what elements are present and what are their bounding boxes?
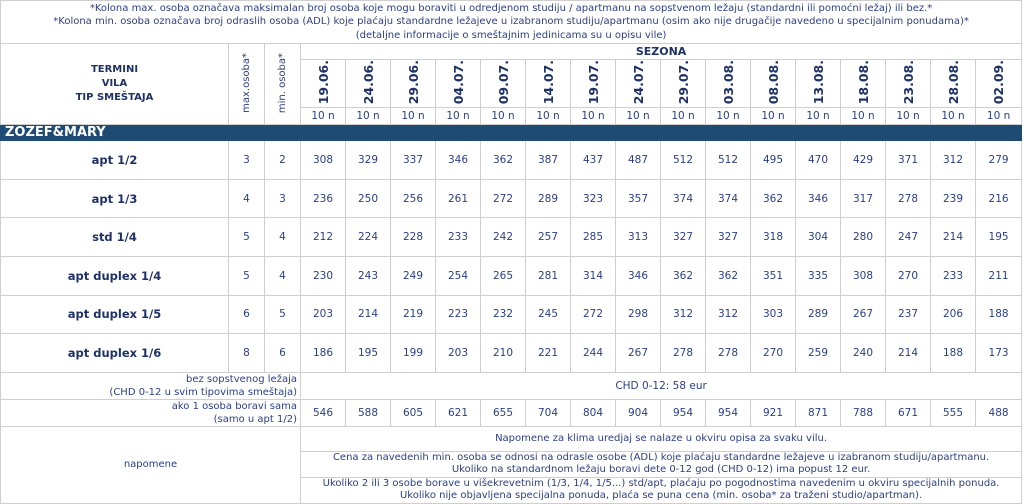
chd-label — [1, 372, 301, 399]
price-cell: 308 — [301, 141, 346, 180]
price-cell: 671 — [886, 399, 931, 426]
price-cell: 280 — [841, 218, 886, 257]
date-label: 28.08. — [945, 60, 961, 105]
note-details: (detaljne informacije o smeštajnim jedinicama su u opisu vile) — [355, 29, 667, 41]
min-osoba-header — [265, 44, 301, 125]
min-osoba-value: 5 — [265, 295, 301, 334]
nights-cell: 10 n — [391, 108, 436, 125]
max-osoba-value: 6 — [229, 295, 265, 334]
price-cell: 313 — [616, 218, 661, 257]
price-cell: 605 — [391, 399, 436, 426]
price-cell: 312 — [661, 295, 706, 334]
date-header — [616, 60, 661, 108]
date-label: 14.07. — [540, 60, 556, 105]
price-cell: 387 — [526, 141, 571, 180]
date-header — [751, 60, 796, 108]
price-cell: 335 — [796, 257, 841, 296]
termini-label: TERMINI — [90, 64, 139, 76]
price-cell: 318 — [751, 218, 796, 257]
price-cell: 219 — [391, 295, 436, 334]
price-cell: 429 — [841, 141, 886, 180]
price-cell: 954 — [706, 399, 751, 426]
price-cell: 257 — [526, 218, 571, 257]
max-osoba-value: 5 — [229, 257, 265, 296]
price-cell: 239 — [931, 179, 976, 218]
price-cell: 188 — [931, 334, 976, 373]
date-header — [346, 60, 391, 108]
chd-row — [1, 372, 1022, 399]
price-cell: 314 — [571, 257, 616, 296]
price-cell: 244 — [571, 334, 616, 373]
note-line: Ukoliko nije objavljena specijalna ponuda, plaća se puna cena (min. osoba* za traženi studio/apartman). — [399, 490, 923, 502]
price-cell: 304 — [796, 218, 841, 257]
price-cell: 272 — [571, 295, 616, 334]
price-cell: 374 — [661, 179, 706, 218]
price-cell: 214 — [346, 295, 391, 334]
price-cell: 228 — [391, 218, 436, 257]
date-header — [976, 60, 1022, 108]
price-cell: 655 — [481, 399, 526, 426]
room-type: apt 1/3 — [1, 179, 229, 218]
price-cell: 346 — [616, 257, 661, 296]
price-cell: 230 — [301, 257, 346, 296]
villa-name-band: ZOZEF&MARY — [1, 125, 1022, 141]
price-cell: 272 — [481, 179, 526, 218]
room-type: apt duplex 1/6 — [1, 334, 229, 373]
date-label: 29.07. — [675, 60, 691, 105]
price-cell: 247 — [886, 218, 931, 257]
date-header — [886, 60, 931, 108]
price-cell: 289 — [796, 295, 841, 334]
price-cell: 487 — [616, 141, 661, 180]
price-cell: 437 — [571, 141, 616, 180]
price-cell: 256 — [391, 179, 436, 218]
price-cell: 512 — [661, 141, 706, 180]
price-cell: 281 — [526, 257, 571, 296]
date-label: 09.07. — [495, 60, 511, 105]
room-type: apt duplex 1/5 — [1, 295, 229, 334]
date-header — [706, 60, 751, 108]
date-header — [391, 60, 436, 108]
nights-cell: 10 n — [346, 108, 391, 125]
price-cell: 186 — [301, 334, 346, 373]
date-label: 04.07. — [450, 60, 466, 105]
price-cell: 199 — [391, 334, 436, 373]
min-osoba-label: min. osoba* — [277, 52, 288, 113]
note-line: Cena za navedenih min. osoba se odnosi na odrasle osobe (ADL) koje plaćaju standardne ležajeve u izabranom studiju/apartmanu. — [332, 451, 990, 463]
max-osoba-value: 8 — [229, 334, 265, 373]
nights-cell: 10 n — [976, 108, 1022, 125]
price-cell: 214 — [886, 334, 931, 373]
price-cell: 278 — [886, 179, 931, 218]
price-cell: 488 — [976, 399, 1022, 426]
nights-cell: 10 n — [571, 108, 616, 125]
price-cell: 240 — [841, 334, 886, 373]
price-cell: 236 — [301, 179, 346, 218]
note-line: Napomene za klima uredjaj se nalaze u okviru opisa za svaku vilu. — [301, 426, 1022, 451]
price-cell: 374 — [706, 179, 751, 218]
date-label: 19.06. — [315, 60, 331, 105]
price-cell: 323 — [571, 179, 616, 218]
price-cell: 233 — [931, 257, 976, 296]
price-cell: 243 — [346, 257, 391, 296]
price-cell: 203 — [436, 334, 481, 373]
vila-label: VILA — [101, 78, 128, 90]
room-type: std 1/4 — [1, 218, 229, 257]
price-cell: 278 — [661, 334, 706, 373]
price-cell: 804 — [571, 399, 616, 426]
price-cell: 312 — [706, 295, 751, 334]
price-cell: 278 — [706, 334, 751, 373]
date-header — [436, 60, 481, 108]
min-osoba-value: 4 — [265, 218, 301, 257]
date-label: 02.09. — [991, 60, 1007, 105]
date-label: 23.08. — [900, 60, 916, 105]
price-cell: 546 — [301, 399, 346, 426]
min-osoba-value: 2 — [265, 141, 301, 180]
price-cell: 954 — [661, 399, 706, 426]
price-cell: 362 — [481, 141, 526, 180]
nights-cell: 10 n — [616, 108, 661, 125]
price-cell: 210 — [481, 334, 526, 373]
price-cell: 212 — [301, 218, 346, 257]
date-header — [841, 60, 886, 108]
price-cell: 621 — [436, 399, 481, 426]
price-cell: 221 — [526, 334, 571, 373]
note-line: Ukoliko na standardnom ležaju boravi dete 0-12 god (CHD 0-12) ima popust 12 eur. — [451, 464, 871, 476]
nights-cell: 10 n — [661, 108, 706, 125]
nights-cell: 10 n — [526, 108, 571, 125]
price-cell: 173 — [976, 334, 1022, 373]
notes-label: napomene — [1, 426, 301, 503]
price-cell: 362 — [751, 179, 796, 218]
max-osoba-value: 5 — [229, 218, 265, 257]
nights-cell: 10 n — [706, 108, 751, 125]
price-cell: 237 — [886, 295, 931, 334]
nights-cell: 10 n — [841, 108, 886, 125]
date-label: 29.06. — [405, 60, 421, 105]
date-header — [526, 60, 571, 108]
price-cell: 362 — [661, 257, 706, 296]
note-block — [301, 451, 1022, 477]
price-cell: 337 — [391, 141, 436, 180]
min-osoba-value: 4 — [265, 257, 301, 296]
single-label-line-2: (samo u apt 1/2) — [213, 413, 297, 425]
table-row — [1, 218, 1022, 257]
price-cell: 233 — [436, 218, 481, 257]
table-row — [1, 141, 1022, 180]
room-type: apt 1/2 — [1, 141, 229, 180]
price-cell: 921 — [751, 399, 796, 426]
price-cell: 265 — [481, 257, 526, 296]
price-cell: 223 — [436, 295, 481, 334]
min-osoba-value: 3 — [265, 179, 301, 218]
price-cell: 289 — [526, 179, 571, 218]
chd-value: CHD 0-12: 58 eur — [301, 372, 1022, 399]
nights-cell: 10 n — [301, 108, 346, 125]
table-row — [1, 257, 1022, 296]
max-osoba-value: 4 — [229, 179, 265, 218]
price-cell: 704 — [526, 399, 571, 426]
price-cell: 512 — [706, 141, 751, 180]
price-cell: 188 — [976, 295, 1022, 334]
date-label: 19.07. — [585, 60, 601, 105]
date-label: 03.08. — [720, 60, 736, 105]
price-cell: 588 — [346, 399, 391, 426]
max-osoba-header — [229, 44, 265, 125]
single-occupancy-row — [1, 399, 1022, 426]
table-row — [1, 179, 1022, 218]
date-header — [931, 60, 976, 108]
price-cell: 346 — [436, 141, 481, 180]
max-osoba-label: max.osoba* — [241, 52, 252, 113]
price-cell: 224 — [346, 218, 391, 257]
nights-cell: 10 n — [796, 108, 841, 125]
price-cell: 270 — [751, 334, 796, 373]
price-cell: 270 — [886, 257, 931, 296]
note-min-osoba: *Kolona min. osoba označava broj odraslih osoba (ADL) koje plaćaju standardne ležajeve u izabranom studiju/apartmanu (osim ako nije drugačije navedeno u specijalnim ponudama)* — [53, 16, 969, 28]
price-cell: 351 — [751, 257, 796, 296]
date-header — [301, 60, 346, 108]
single-occupancy-label — [1, 399, 301, 426]
nights-cell: 10 n — [481, 108, 526, 125]
price-cell: 495 — [751, 141, 796, 180]
price-cell: 788 — [841, 399, 886, 426]
date-label: 08.08. — [765, 60, 781, 105]
room-type: apt duplex 1/4 — [1, 257, 229, 296]
price-cell: 261 — [436, 179, 481, 218]
price-cell: 279 — [976, 141, 1022, 180]
price-cell: 346 — [796, 179, 841, 218]
date-header — [481, 60, 526, 108]
price-cell: 214 — [931, 218, 976, 257]
nights-cell: 10 n — [886, 108, 931, 125]
price-cell: 312 — [931, 141, 976, 180]
price-cell: 267 — [616, 334, 661, 373]
table-row — [1, 295, 1022, 334]
date-header — [661, 60, 706, 108]
note-line: Ukoliko 2 ili 3 osobe borave u višekrevetnim (1/3, 1/4, 1/5...) std/apt, plaćaju po pogodnostima navedenim u okviru specijalnih ponuda. — [322, 477, 1000, 489]
price-cell: 195 — [346, 334, 391, 373]
price-cell: 203 — [301, 295, 346, 334]
note-max-osoba: *Kolona max. osoba označava maksimalan broj osoba koje mogu boraviti u odredjenom studiju / apartmanu na sopstvenom ležaju (standardni ili pomoćni ležaj) ili bez.* — [89, 2, 933, 14]
price-cell: 871 — [796, 399, 841, 426]
price-cell: 357 — [616, 179, 661, 218]
price-cell: 317 — [841, 179, 886, 218]
price-cell: 206 — [931, 295, 976, 334]
price-cell: 308 — [841, 257, 886, 296]
chd-label-line-1: bez sopstvenog ležaja — [185, 373, 297, 385]
termini-header — [1, 44, 229, 125]
date-label: 24.06. — [360, 60, 376, 105]
price-cell: 259 — [796, 334, 841, 373]
nights-cell: 10 n — [436, 108, 481, 125]
price-cell: 249 — [391, 257, 436, 296]
price-cell: 211 — [976, 257, 1022, 296]
date-label: 18.08. — [855, 60, 871, 105]
note-block — [301, 477, 1022, 503]
max-osoba-value: 3 — [229, 141, 265, 180]
price-cell: 254 — [436, 257, 481, 296]
single-label-line-1: ako 1 osoba boravi sama — [171, 400, 297, 412]
price-cell: 245 — [526, 295, 571, 334]
price-cell: 904 — [616, 399, 661, 426]
price-cell: 470 — [796, 141, 841, 180]
price-cell: 555 — [931, 399, 976, 426]
min-osoba-value: 6 — [265, 334, 301, 373]
price-cell: 250 — [346, 179, 391, 218]
price-cell: 303 — [751, 295, 796, 334]
date-label: 24.07. — [630, 60, 646, 105]
date-header — [796, 60, 841, 108]
table-row — [1, 334, 1022, 373]
nights-cell: 10 n — [751, 108, 796, 125]
price-cell: 327 — [661, 218, 706, 257]
tip-smestaja-label: TIP SMEŠTAJA — [75, 92, 154, 104]
price-cell: 327 — [706, 218, 751, 257]
price-cell: 285 — [571, 218, 616, 257]
nights-cell: 10 n — [931, 108, 976, 125]
season-header: SEZONA — [301, 44, 1022, 60]
price-cell: 242 — [481, 218, 526, 257]
price-cell: 298 — [616, 295, 661, 334]
header-notes — [1, 1, 1022, 44]
date-label: 13.08. — [810, 60, 826, 105]
date-header — [571, 60, 616, 108]
price-cell: 267 — [841, 295, 886, 334]
chd-label-line-2: (CHD 0-12 u svim tipovima smeštaja) — [109, 386, 297, 398]
price-cell: 232 — [481, 295, 526, 334]
price-cell: 362 — [706, 257, 751, 296]
price-cell: 195 — [976, 218, 1022, 257]
price-cell: 371 — [886, 141, 931, 180]
price-cell: 216 — [976, 179, 1022, 218]
price-cell: 329 — [346, 141, 391, 180]
